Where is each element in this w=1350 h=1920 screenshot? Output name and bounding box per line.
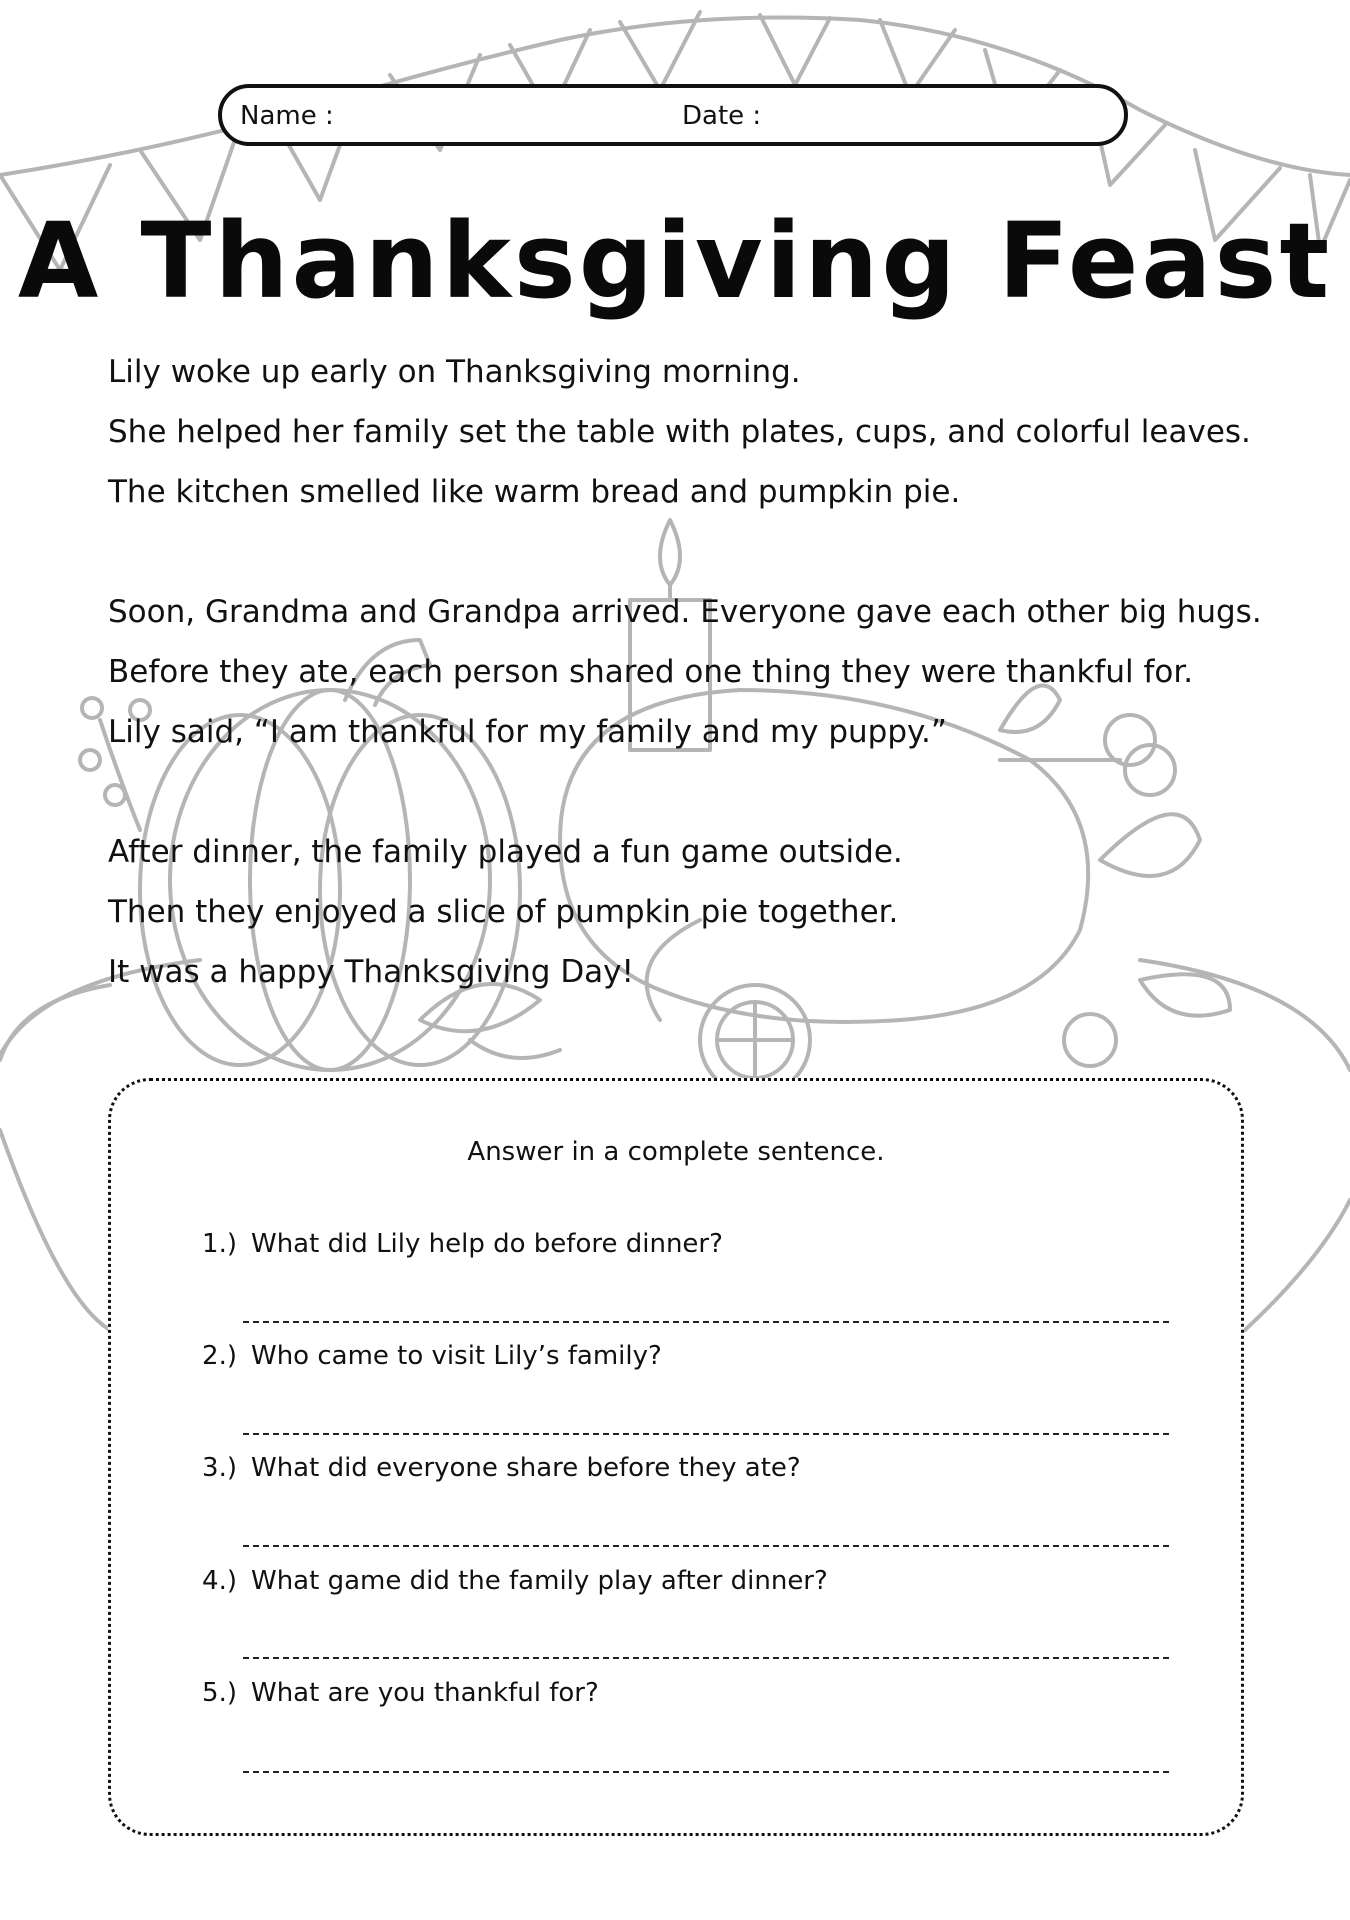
story-line: Before they ate, each person shared one thing they were thankful for. <box>108 654 1194 690</box>
worksheet-title: A Thanksgiving Feast <box>17 200 1333 322</box>
question-text: What did Lily help do before dinner? <box>251 1229 723 1259</box>
question-number: 3.) <box>202 1453 237 1483</box>
question-text: What game did the family play after dinner? <box>251 1566 828 1596</box>
answer-line-5[interactable] <box>243 1771 1169 1773</box>
question-text: Who came to visit Lily’s family? <box>251 1341 662 1371</box>
story-line: Soon, Grandma and Grandpa arrived. Everyone gave each other big hugs. <box>108 594 1262 630</box>
date-label[interactable]: Date : <box>682 101 762 131</box>
question-text: What are you thankful for? <box>251 1678 599 1708</box>
story-line: After dinner, the family played a fun game outside. <box>108 834 903 870</box>
story-line: Lily woke up early on Thanksgiving morning. <box>108 354 801 390</box>
question-number: 1.) <box>202 1229 237 1259</box>
story-line: Then they enjoyed a slice of pumpkin pie together. <box>108 894 899 930</box>
question-text: What did everyone share before they ate? <box>251 1453 801 1483</box>
name-label[interactable]: Name : <box>240 101 334 131</box>
question-number: 4.) <box>202 1566 237 1596</box>
answer-line-1[interactable] <box>243 1321 1169 1323</box>
answer-line-2[interactable] <box>243 1433 1169 1435</box>
story-line: She helped her family set the table with plates, cups, and colorful leaves. <box>108 414 1251 450</box>
story-paragraph-3 <box>108 822 1308 1002</box>
story-line: Lily said, “I am thankful for my family and my puppy.” <box>108 714 947 750</box>
name-date-box <box>218 84 1128 146</box>
story-line: The kitchen smelled like warm bread and pumpkin pie. <box>108 474 961 510</box>
question-number: 2.) <box>202 1341 237 1371</box>
answer-line-4[interactable] <box>243 1657 1169 1659</box>
story-line: It was a happy Thanksgiving Day! <box>108 954 634 990</box>
story-paragraph-1 <box>108 342 1308 522</box>
answer-line-3[interactable] <box>243 1545 1169 1547</box>
answer-instruction: Answer in a complete sentence. <box>467 1137 885 1167</box>
question-number: 5.) <box>202 1678 237 1708</box>
answer-box <box>108 1078 1244 1836</box>
story-paragraph-2 <box>108 582 1308 762</box>
